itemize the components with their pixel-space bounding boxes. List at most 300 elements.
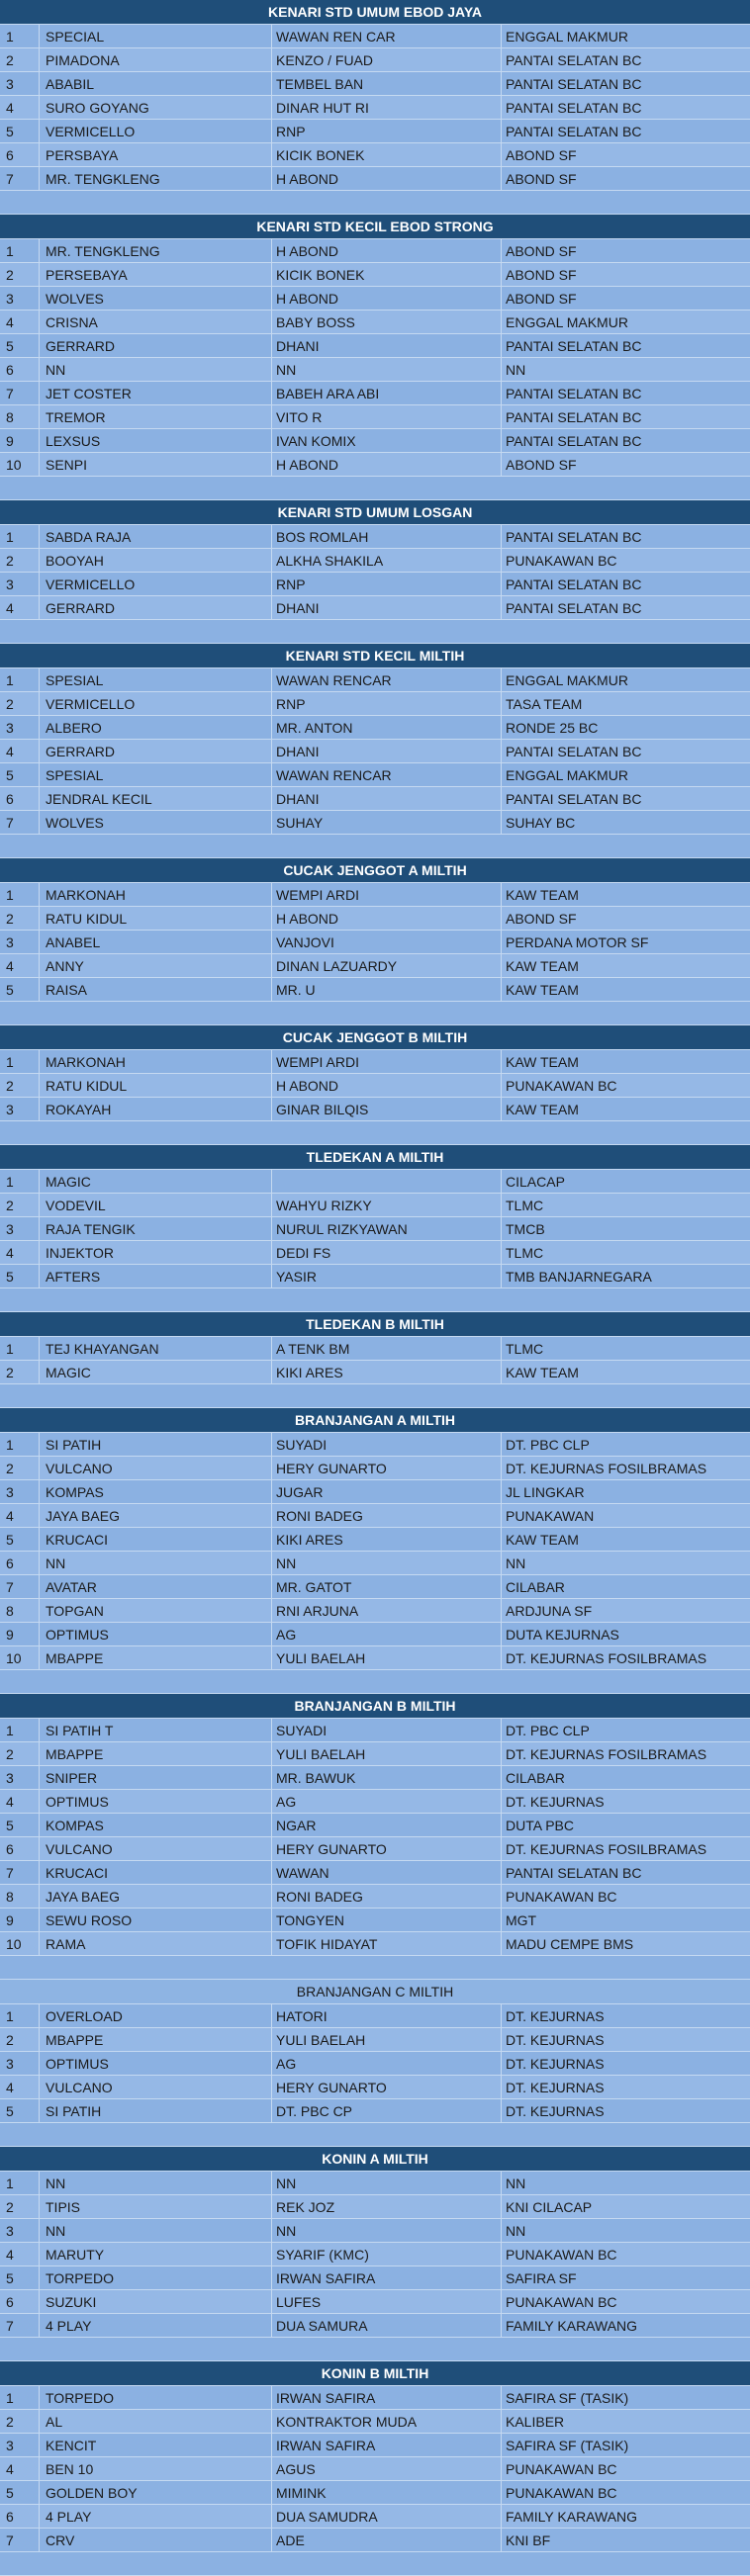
spacer-row [0, 1002, 750, 1025]
owner-cell: NN [272, 2219, 502, 2242]
bird-name-cell: VERMICELLO [40, 692, 272, 715]
rank-cell: 3 [0, 1098, 40, 1120]
owner-cell: NN [272, 358, 502, 381]
table-row [0, 811, 750, 835]
owner-cell: DT. PBC CP [272, 2099, 502, 2122]
bird-name-cell: TEJ KHAYANGAN [40, 1337, 272, 1360]
rank-cell: 1 [0, 525, 40, 548]
owner-cell: IRWAN SAFIRA [272, 2434, 502, 2456]
team-cell: ABOND SF [506, 171, 577, 187]
owner-cell: SUYADI [272, 1719, 502, 1741]
bird-name-cell: NN [40, 358, 272, 381]
rank-cell: 1 [0, 668, 40, 691]
table-row [0, 334, 750, 358]
owner-cell: LUFES [272, 2290, 502, 2313]
owner-cell: BABY BOSS [272, 311, 502, 333]
spacer-row [0, 191, 750, 215]
bird-name-cell: TORPEDO [40, 2386, 272, 2409]
team-cell: ENGGAL MAKMUR [506, 767, 628, 783]
owner-cell: KICIK BONEK [272, 263, 502, 286]
rank-cell: 6 [0, 143, 40, 166]
owner-cell: MIMINK [272, 2481, 502, 2504]
bird-name-cell: JET COSTER [40, 382, 272, 404]
rank-cell: 2 [0, 1361, 40, 1383]
table-row [0, 1433, 750, 1457]
team-cell: KAW TEAM [506, 982, 579, 998]
table-row [0, 2386, 750, 2410]
team-cell: JL LINGKAR [506, 1484, 585, 1500]
team-cell: ABOND SF [506, 457, 577, 473]
table-row [0, 2505, 750, 2529]
bird-name-cell: RAMA [40, 1932, 272, 1955]
class-section [0, 1312, 750, 1408]
owner-cell: AG [272, 1790, 502, 1813]
class-title: BRANJANGAN C MILTIH [0, 1980, 750, 2004]
team-cell: PUNAKAWAN BC [506, 1078, 617, 1094]
team-cell: ABOND SF [506, 291, 577, 307]
rank-cell: 2 [0, 1194, 40, 1216]
class-section [0, 2361, 750, 2576]
bird-name-cell: MARUTY [40, 2243, 272, 2265]
bird-name-cell: SI PATIH T [40, 1719, 272, 1741]
rank-cell: 4 [0, 96, 40, 119]
bird-name-cell: RATU KIDUL [40, 907, 272, 930]
owner-cell: H ABOND [272, 167, 502, 190]
team-cell: PANTAI SELATAN BC [506, 744, 642, 759]
owner-cell: BABEH ARA ABI [272, 382, 502, 404]
bird-name-cell: NN [40, 2172, 272, 2194]
owner-cell: RNP [272, 573, 502, 595]
bird-name-cell: GERRARD [40, 740, 272, 762]
table-row [0, 1932, 750, 1956]
owner-cell: KENZO / FUAD [272, 48, 502, 71]
bird-name-cell: VERMICELLO [40, 573, 272, 595]
owner-cell: WAWAN [272, 1861, 502, 1884]
owner-cell: MR. BAWUK [272, 1766, 502, 1789]
owner-cell: KICIK BONEK [272, 143, 502, 166]
bird-name-cell: TORPEDO [40, 2266, 272, 2289]
rank-cell: 7 [0, 1575, 40, 1598]
table-row [0, 1599, 750, 1623]
team-cell: PANTAI SELATAN BC [506, 409, 642, 425]
team-cell: PANTAI SELATAN BC [506, 52, 642, 68]
rank-cell: 4 [0, 596, 40, 619]
rank-cell: 3 [0, 2434, 40, 2456]
team-cell: KAW TEAM [506, 958, 579, 974]
team-cell: DT. KEJURNAS FOSILBRAMAS [506, 1841, 707, 1857]
team-cell: KAW TEAM [506, 1365, 579, 1380]
owner-cell: SYARIF (KMC) [272, 2243, 502, 2265]
class-section [0, 1408, 750, 1694]
bird-name-cell: CRISNA [40, 311, 272, 333]
table-row [0, 2410, 750, 2434]
bird-name-cell: OPTIMUS [40, 1623, 272, 1645]
owner-cell: H ABOND [272, 239, 502, 262]
team-cell: FAMILY KARAWANG [506, 2509, 638, 2525]
table-row [0, 1790, 750, 1814]
owner-cell: BOS ROMLAH [272, 525, 502, 548]
class-section [0, 1025, 750, 1145]
rank-cell: 5 [0, 2266, 40, 2289]
team-cell: DT. KEJURNAS [506, 2008, 605, 2024]
rank-cell: 1 [0, 2386, 40, 2409]
team-cell: DT. KEJURNAS FOSILBRAMAS [506, 1461, 707, 1476]
bird-name-cell: SENPI [40, 453, 272, 476]
table-row [0, 143, 750, 167]
owner-cell: WEMPI ARDI [272, 1050, 502, 1073]
owner-cell: RONI BADEG [272, 1885, 502, 1908]
rank-cell: 4 [0, 2457, 40, 2480]
table-row [0, 740, 750, 763]
team-cell: DT. KEJURNAS [506, 2056, 605, 2072]
table-row [0, 1766, 750, 1790]
table-row [0, 167, 750, 191]
owner-cell: DEDI FS [272, 1241, 502, 1264]
owner-cell: REK JOZ [272, 2195, 502, 2218]
owner-cell: WAWAN RENCAR [272, 763, 502, 786]
table-row [0, 1885, 750, 1909]
table-row [0, 907, 750, 931]
rank-cell: 5 [0, 1265, 40, 1288]
bird-name-cell: VULCANO [40, 1457, 272, 1479]
rank-cell: 2 [0, 263, 40, 286]
class-section [0, 858, 750, 1025]
team-cell: DUTA PBC [506, 1818, 574, 1833]
spacer-row [0, 2123, 750, 2147]
team-cell: CILABAR [506, 1770, 565, 1786]
table-row [0, 2243, 750, 2266]
table-row [0, 2052, 750, 2076]
table-row [0, 239, 750, 263]
bird-name-cell: CRV [40, 2529, 272, 2551]
rank-cell: 4 [0, 1790, 40, 1813]
spacer-row [0, 2338, 750, 2361]
rank-cell: 5 [0, 763, 40, 786]
bird-name-cell: GOLDEN BOY [40, 2481, 272, 2504]
table-row [0, 120, 750, 143]
owner-cell: JUGAR [272, 1480, 502, 1503]
owner-cell: DUA SAMUDRA [272, 2505, 502, 2528]
team-cell: PANTAI SELATAN BC [506, 100, 642, 116]
table-row [0, 429, 750, 453]
owner-cell: RNP [272, 120, 502, 142]
bird-name-cell: SPESIAL [40, 763, 272, 786]
bird-name-cell: MBAPPE [40, 1646, 272, 1669]
bird-name-cell: RAJA TENGIK [40, 1217, 272, 1240]
table-row [0, 573, 750, 596]
rank-cell: 1 [0, 2172, 40, 2194]
bird-name-cell: MAGIC [40, 1361, 272, 1383]
team-cell: MGT [506, 1912, 537, 1928]
rank-cell: 6 [0, 2290, 40, 2313]
rank-cell: 8 [0, 1599, 40, 1622]
owner-cell: HATORI [272, 2004, 502, 2027]
table-row [0, 1646, 750, 1670]
owner-cell: AG [272, 1623, 502, 1645]
team-cell: KAW TEAM [506, 1102, 579, 1117]
table-row [0, 931, 750, 954]
table-row [0, 2529, 750, 2552]
bird-name-cell: LEXSUS [40, 429, 272, 452]
rank-cell: 5 [0, 2099, 40, 2122]
spacer-row [0, 2552, 750, 2576]
team-cell: DT. PBC CLP [506, 1723, 590, 1738]
team-cell: ENGGAL MAKMUR [506, 29, 628, 44]
class-title: KENARI STD KECIL MILTIH [0, 644, 750, 668]
team-cell: CILABAR [506, 1579, 565, 1595]
table-row [0, 883, 750, 907]
bird-name-cell: AFTERS [40, 1265, 272, 1288]
owner-cell: DHANI [272, 740, 502, 762]
team-cell: PUNAKAWAN BC [506, 2247, 617, 2263]
rank-cell: 3 [0, 287, 40, 310]
rank-cell: 2 [0, 1074, 40, 1097]
spacer-row [0, 1670, 750, 1694]
owner-cell: RNI ARJUNA [272, 1599, 502, 1622]
rank-cell: 3 [0, 2219, 40, 2242]
rank-cell: 7 [0, 382, 40, 404]
bird-name-cell: ANNY [40, 954, 272, 977]
owner-cell: YASIR [272, 1265, 502, 1288]
owner-cell: WAWAN RENCAR [272, 668, 502, 691]
team-cell: DT. KEJURNAS [506, 1794, 605, 1810]
spacer-row [0, 477, 750, 500]
bird-name-cell: 4 PLAY [40, 2314, 272, 2337]
table-row [0, 716, 750, 740]
owner-cell: DHANI [272, 787, 502, 810]
class-section [0, 1694, 750, 1980]
bird-name-cell: ROKAYAH [40, 1098, 272, 1120]
bird-name-cell: GERRARD [40, 334, 272, 357]
team-cell: PANTAI SELATAN BC [506, 529, 642, 545]
owner-cell: KONTRAKTOR MUDA [272, 2410, 502, 2433]
table-row [0, 525, 750, 549]
bird-name-cell: NN [40, 2219, 272, 2242]
table-row [0, 978, 750, 1002]
owner-cell: A TENK BM [272, 1337, 502, 1360]
team-cell: PANTAI SELATAN BC [506, 433, 642, 449]
team-cell: PUNAKAWAN BC [506, 2294, 617, 2310]
rank-cell: 4 [0, 1241, 40, 1264]
bird-name-cell: WOLVES [40, 287, 272, 310]
bird-name-cell: BEN 10 [40, 2457, 272, 2480]
table-row [0, 263, 750, 287]
owner-cell: MR. U [272, 978, 502, 1001]
owner-cell: H ABOND [272, 453, 502, 476]
team-cell: DT. KEJURNAS FOSILBRAMAS [506, 1746, 707, 1762]
rank-cell: 1 [0, 2004, 40, 2027]
team-cell: ENGGAL MAKMUR [506, 314, 628, 330]
bird-name-cell: SPECIAL [40, 25, 272, 47]
team-cell: SAFIRA SF [506, 2270, 577, 2286]
team-cell: TLMC [506, 1341, 544, 1357]
table-row [0, 2219, 750, 2243]
rank-cell: 2 [0, 2028, 40, 2051]
class-title: TLEDEKAN B MILTIH [0, 1312, 750, 1337]
spacer-row [0, 1288, 750, 1312]
table-row [0, 1814, 750, 1837]
team-cell: PUNAKAWAN BC [506, 1889, 617, 1905]
bird-name-cell: MBAPPE [40, 1742, 272, 1765]
table-row [0, 2195, 750, 2219]
team-cell: KAW TEAM [506, 887, 579, 903]
table-row [0, 692, 750, 716]
team-cell: DT. KEJURNAS [506, 2032, 605, 2048]
bird-name-cell: NN [40, 1552, 272, 1574]
rank-cell: 2 [0, 2195, 40, 2218]
owner-cell: SUYADI [272, 1433, 502, 1456]
table-row [0, 1623, 750, 1646]
team-cell: KAW TEAM [506, 1532, 579, 1548]
bird-name-cell: MARKONAH [40, 883, 272, 906]
table-row [0, 2434, 750, 2457]
table-row [0, 96, 750, 120]
table-row [0, 2481, 750, 2505]
owner-cell: H ABOND [272, 907, 502, 930]
rank-cell: 5 [0, 2481, 40, 2504]
table-row [0, 1050, 750, 1074]
owner-cell: YULI BAELAH [272, 1742, 502, 1765]
table-row [0, 2314, 750, 2338]
bird-name-cell: KENCIT [40, 2434, 272, 2456]
class-section [0, 215, 750, 500]
owner-cell: RONI BADEG [272, 1504, 502, 1527]
bird-name-cell: KRUCACI [40, 1528, 272, 1551]
bird-name-cell: MAGIC [40, 1170, 272, 1193]
table-row [0, 1861, 750, 1885]
team-cell: DUTA KEJURNAS [506, 1627, 619, 1643]
rank-cell: 3 [0, 1217, 40, 1240]
rank-cell: 1 [0, 1337, 40, 1360]
team-cell: ABOND SF [506, 911, 577, 927]
class-title: KENARI STD UMUM EBOD JAYA [0, 0, 750, 25]
class-title: CUCAK JENGGOT A MILTIH [0, 858, 750, 883]
bird-name-cell: PERSEBAYA [40, 263, 272, 286]
team-cell: PUNAKAWAN BC [506, 2485, 617, 2501]
rank-cell: 9 [0, 1909, 40, 1931]
team-cell: PANTAI SELATAN BC [506, 76, 642, 92]
table-row [0, 72, 750, 96]
rank-cell: 6 [0, 358, 40, 381]
rank-cell: 1 [0, 1719, 40, 1741]
rank-cell: 3 [0, 931, 40, 953]
owner-cell: TONGYEN [272, 1909, 502, 1931]
owner-cell: DHANI [272, 596, 502, 619]
bird-name-cell: 4 PLAY [40, 2505, 272, 2528]
team-cell: ABOND SF [506, 147, 577, 163]
bird-name-cell: ABABIL [40, 72, 272, 95]
class-title: KONIN A MILTIH [0, 2147, 750, 2172]
team-cell: DT. KEJURNAS [506, 2080, 605, 2095]
class-title: BRANJANGAN B MILTIH [0, 1694, 750, 1719]
rank-cell: 2 [0, 549, 40, 572]
owner-cell: YULI BAELAH [272, 1646, 502, 1669]
table-row [0, 1575, 750, 1599]
rank-cell: 6 [0, 1552, 40, 1574]
rank-cell: 7 [0, 2314, 40, 2337]
bird-name-cell: PERSBAYA [40, 143, 272, 166]
team-cell: KAW TEAM [506, 1054, 579, 1070]
rank-cell: 6 [0, 2505, 40, 2528]
rank-cell: 5 [0, 1814, 40, 1836]
bird-name-cell: TIPIS [40, 2195, 272, 2218]
owner-cell: IRWAN SAFIRA [272, 2386, 502, 2409]
rank-cell: 6 [0, 787, 40, 810]
owner-cell: NURUL RIZKYAWAN [272, 1217, 502, 1240]
rank-cell: 2 [0, 48, 40, 71]
bird-name-cell: MR. TENGKLENG [40, 239, 272, 262]
class-title: CUCAK JENGGOT B MILTIH [0, 1025, 750, 1050]
rank-cell: 4 [0, 1504, 40, 1527]
rank-cell: 2 [0, 1742, 40, 1765]
bird-name-cell: JENDRAL KECIL [40, 787, 272, 810]
bird-name-cell: ANABEL [40, 931, 272, 953]
table-row [0, 1480, 750, 1504]
rank-cell: 4 [0, 311, 40, 333]
bird-name-cell: SEWU ROSO [40, 1909, 272, 1931]
bird-name-cell: KOMPAS [40, 1480, 272, 1503]
table-row [0, 1098, 750, 1121]
rank-cell: 9 [0, 1623, 40, 1645]
team-cell: TASA TEAM [506, 696, 583, 712]
team-cell: PUNAKAWAN BC [506, 553, 617, 569]
table-row [0, 763, 750, 787]
bird-name-cell: VULCANO [40, 2076, 272, 2098]
team-cell: NN [506, 2223, 526, 2239]
team-cell: CILACAP [506, 1174, 565, 1190]
bird-name-cell: KOMPAS [40, 1814, 272, 1836]
rank-cell: 3 [0, 573, 40, 595]
rank-cell: 2 [0, 2410, 40, 2433]
team-cell: PANTAI SELATAN BC [506, 791, 642, 807]
bird-name-cell: ALBERO [40, 716, 272, 739]
team-cell: PANTAI SELATAN BC [506, 338, 642, 354]
owner-cell: DUA SAMURA [272, 2314, 502, 2337]
team-cell: PUNAKAWAN [506, 1508, 595, 1524]
rank-cell: 1 [0, 1170, 40, 1193]
team-cell: SAFIRA SF (TASIK) [506, 2438, 629, 2453]
team-cell: DT. KEJURNAS [506, 2103, 605, 2119]
table-row [0, 1742, 750, 1766]
team-cell: PANTAI SELATAN BC [506, 124, 642, 139]
team-cell: ARDJUNA SF [506, 1603, 593, 1619]
owner-cell: VITO R [272, 405, 502, 428]
table-row [0, 1194, 750, 1217]
bird-name-cell: VULCANO [40, 1837, 272, 1860]
rank-cell: 4 [0, 2243, 40, 2265]
team-cell: MADU CEMPE BMS [506, 1936, 634, 1952]
class-section [0, 500, 750, 644]
bird-name-cell: MBAPPE [40, 2028, 272, 2051]
bird-name-cell: AL [40, 2410, 272, 2433]
team-cell: NN [506, 1555, 526, 1571]
table-row [0, 787, 750, 811]
table-row [0, 1719, 750, 1742]
team-cell: RONDE 25 BC [506, 720, 599, 736]
owner-cell: ALKHA SHAKILA [272, 549, 502, 572]
team-cell: TLMC [506, 1245, 544, 1261]
spacer-row [0, 620, 750, 644]
team-cell: PERDANA MOTOR SF [506, 934, 649, 950]
table-row [0, 2028, 750, 2052]
rank-cell: 8 [0, 1885, 40, 1908]
rank-cell: 7 [0, 2529, 40, 2551]
owner-cell: VANJOVI [272, 931, 502, 953]
team-cell: TLMC [506, 1198, 544, 1213]
owner-cell: DINAR HUT RI [272, 96, 502, 119]
rank-cell: 5 [0, 120, 40, 142]
table-row [0, 1837, 750, 1861]
